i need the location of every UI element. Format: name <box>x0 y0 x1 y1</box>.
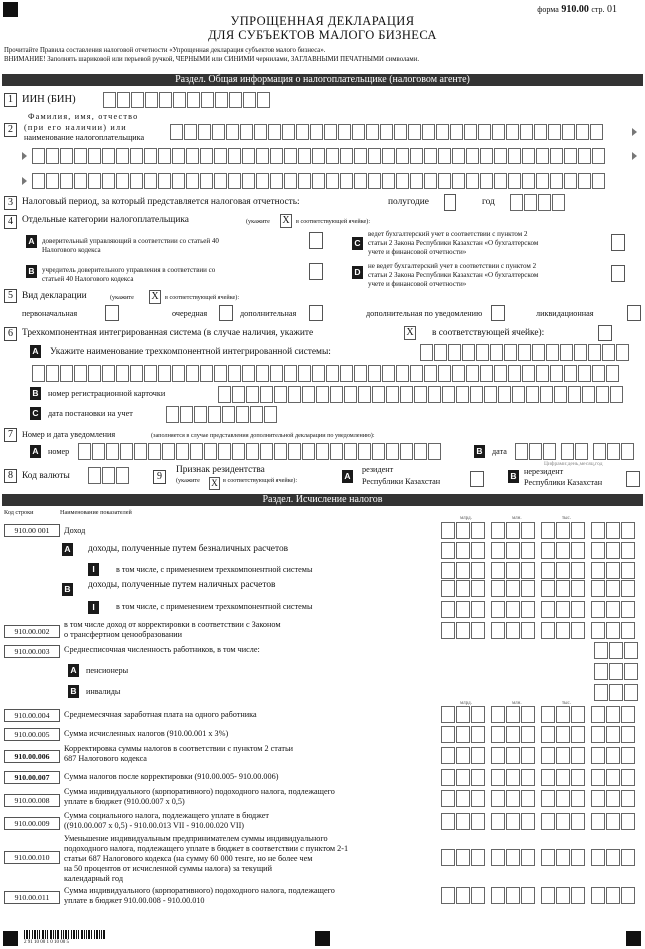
row-label-social-tax: Сумма социального налога, подлежащего уплате в бюджет <box>64 811 269 820</box>
tis-name-cells-row1[interactable] <box>420 344 630 361</box>
registration-date-cells[interactable] <box>166 406 278 423</box>
residency-hint: (укажите <box>176 477 200 484</box>
field-number-2: 2 <box>4 123 17 137</box>
unit-thousand: тыс. <box>562 516 572 521</box>
date-hint: Цифрами:день,месяц,год <box>544 461 603 467</box>
categories-hint: (укажите <box>246 218 270 225</box>
field-number-9: 9 <box>153 470 166 484</box>
declaration-type-label: Вид декларации <box>22 291 87 301</box>
row-code-008: 910.00.008 <box>4 794 60 807</box>
resident-box[interactable] <box>470 471 484 487</box>
badge-b: B <box>474 445 485 458</box>
amount-cells[interactable] <box>441 790 636 807</box>
initial-box[interactable] <box>105 305 119 321</box>
category-c-text: учете и финансовой отчетности» <box>368 248 467 256</box>
badge-d: D <box>352 266 363 279</box>
badge-b: B <box>30 387 41 400</box>
row-code-004: 910.00.004 <box>4 709 60 722</box>
row-label-ip-reduction: статьи 687 Налогового кодекса (на сумму 60 000 тенге, но не более чем <box>64 854 313 863</box>
row-label-transfer-pricing: в том числе доход от корректировки в соответствии с Законом <box>64 620 281 629</box>
amount-cells[interactable] <box>441 580 636 597</box>
arrow-right-icon <box>22 152 27 160</box>
amount-cells[interactable] <box>441 622 636 639</box>
amount-cells[interactable] <box>441 726 636 743</box>
categories-hint: в соответствующей ячейке): <box>296 218 371 225</box>
row-code-009: 910.00.009 <box>4 817 60 830</box>
regular-label: очередная <box>172 309 208 318</box>
badge-a: A <box>26 235 37 248</box>
row-label-noncash: доходы, полученные путем безналичных расчетов <box>88 544 289 554</box>
field-number-1: 1 <box>4 93 17 107</box>
categories-label: Отдельные категории налогоплательщика <box>22 215 189 225</box>
row-code-010: 910.00.010 <box>4 851 60 864</box>
row-code-011: 910.00.011 <box>4 891 60 904</box>
category-a-text: доверительный управляющий в соответствии со статьей 40 <box>42 237 219 245</box>
nonresident-label: нерезидент <box>524 467 564 476</box>
notice-date-cells[interactable] <box>515 443 635 460</box>
notice-rules: Прочитайте Правила составления налоговой отчетности «Упрощенная декларация субъектов малого бизнеса». <box>4 47 326 54</box>
name-cells-row3[interactable] <box>32 173 606 189</box>
reg-card-label: номер регистрационной карточки <box>48 389 166 398</box>
resident-label: резидент <box>362 465 394 474</box>
field-number-5: 5 <box>4 289 17 303</box>
notice-number-label: номер <box>48 447 70 456</box>
tis-box[interactable] <box>598 325 612 341</box>
notice-hint: (заполняется в случае представления дополнительной декларации по уведомлению): <box>151 432 375 439</box>
badge-i: I <box>88 563 99 576</box>
declaration-type-hint: (укажите <box>110 294 134 301</box>
badge-a: A <box>62 543 73 556</box>
row-label-income: Доход <box>64 526 86 535</box>
name-label-line3: наименование налогоплательщика <box>24 133 145 142</box>
row-label-income-tax-payable: уплате в бюджет 910.00.008 - 910.00.010 <box>64 896 205 905</box>
page-subtitle: ДЛЯ СУБЪЕКТОВ МАЛОГО БИЗНЕСА <box>208 28 437 42</box>
category-c-box[interactable] <box>611 234 625 251</box>
category-d-text: не ведет бухгалтерский учет в соответствии с пунктом 2 <box>368 262 537 270</box>
badge-b: B <box>26 265 37 278</box>
row-code-006: 910.00.006 <box>4 750 60 763</box>
field-number-7: 7 <box>4 428 17 442</box>
category-a-box[interactable] <box>309 232 323 249</box>
category-b-text: статьей 40 Налогового кодекса <box>42 275 134 283</box>
row-label-ip-reduction: календарный год <box>64 874 124 883</box>
field-number-6: 6 <box>4 327 17 341</box>
half-year-box[interactable] <box>444 194 456 211</box>
row-label-headcount: Среднесписочная численность работников, в том числе: <box>64 645 260 654</box>
tis-name-label: Укажите наименование трехкомпонентной интегрированной системы: <box>50 347 331 357</box>
amount-cells[interactable] <box>441 769 636 786</box>
unit-billion: млрд. <box>460 701 472 706</box>
section-calc-header: Раздел. Исчисление налогов <box>2 494 643 506</box>
liquidation-box[interactable] <box>627 305 641 321</box>
disabled-cells[interactable] <box>594 684 639 701</box>
unit-thousand: тыс. <box>562 701 572 706</box>
row-code-003: 910.00.003 <box>4 645 60 658</box>
currency-cells[interactable] <box>88 467 130 484</box>
row-label-tax-adjustment: Корректировка суммы налогов в соответствии с пунктом 2 статьи <box>64 744 294 753</box>
registration-mark <box>626 931 641 946</box>
iin-label: ИИН (БИН) <box>22 94 76 105</box>
arrow-right-icon <box>632 128 637 136</box>
col-name-header: Наименование показателей <box>60 509 132 516</box>
regular-box[interactable] <box>219 305 233 321</box>
row-label-noncash-tis: в том числе, с применением трехкомпонентной системы <box>116 565 313 574</box>
category-c-text: ведет бухгалтерский учет в соответствии с пунктом 2 <box>368 230 528 238</box>
category-b-text: учредитель доверительного управления в соответствии со <box>42 266 216 274</box>
unit-million: млн. <box>512 701 522 706</box>
col-code-header: Код строки <box>4 509 34 516</box>
reg-card-cells[interactable] <box>218 386 624 403</box>
example-x-box: X <box>280 214 292 228</box>
residency-hint: в соответствующей ячейке): <box>223 477 298 484</box>
badge-c: C <box>30 407 41 420</box>
currency-label: Код валюты <box>22 471 70 481</box>
headcount-cells[interactable] <box>594 642 639 659</box>
year-label: год <box>482 197 495 207</box>
amount-cells[interactable] <box>441 542 636 559</box>
row-label-transfer-pricing: о трансфертном ценообразовании <box>64 630 183 639</box>
field-number-4: 4 <box>4 215 17 229</box>
name-label-line1: Фамилия, имя, отчество <box>28 112 139 121</box>
name-cells-row1[interactable] <box>170 124 604 140</box>
category-d-text: учете и финансовой отчетности» <box>368 280 467 288</box>
additional-box[interactable] <box>309 305 323 321</box>
example-x-box: X <box>149 290 161 304</box>
amount-cells[interactable] <box>441 562 636 579</box>
declaration-type-hint: в соответствующей ячейке): <box>165 294 240 301</box>
initial-label: первоначальная <box>22 309 78 318</box>
notice-number-cells[interactable] <box>78 443 442 460</box>
amount-cells[interactable] <box>441 522 636 539</box>
row-label-income-tax: уплате в бюджет (910.00.007 x 0,5) <box>64 797 185 806</box>
registration-mark <box>3 931 18 946</box>
additional-notice-label: дополнительная по уведомлению <box>366 309 483 318</box>
row-label-income-tax: Сумма индивидуального (корпоративного) подоходного налога, подлежащего <box>64 787 335 796</box>
liquidation-label: ликвидационная <box>536 309 594 318</box>
additional-label: дополнительная <box>240 309 297 318</box>
amount-cells[interactable] <box>441 887 636 904</box>
additional-notice-box[interactable] <box>491 305 505 321</box>
row-label-avg-salary: Среднемесячная заработная плата на одного работника <box>64 710 257 719</box>
arrow-right-icon <box>632 152 637 160</box>
field-number-8: 8 <box>4 469 17 483</box>
notice-warning: ВНИМАНИЕ! Заполнять шариковой или перьевой ручкой, ЧЕРНЫМИ или СИНИМИ чернилами, ЗАГЛАВНЫМИ ПЕЧАТНЫМИ символами. <box>4 56 420 63</box>
row-label-cash-tis: в том числе, с применением трехкомпонентной системы <box>116 602 313 611</box>
badge-c: C <box>352 237 363 250</box>
row-code-001: 910.00 001 <box>4 524 60 537</box>
category-d-box[interactable] <box>611 265 625 282</box>
badge-a: A <box>68 664 79 677</box>
row-label-pensioners: пенсионеры <box>86 666 129 675</box>
row-label-ip-reduction: подоходного налога, подлежащего уплате в бюджет в соответствии с пунктом 2-1 <box>64 844 349 853</box>
row-code-007: 910.00.007 <box>4 771 60 784</box>
badge-a: A <box>30 445 41 458</box>
row-label-tax-after-adjustment: Сумма налогов после корректировки (910.00.005- 910.00.006) <box>64 772 279 781</box>
registration-mark <box>315 931 330 946</box>
badge-a: A <box>342 470 353 483</box>
nonresident-label: Республики Казахстан <box>524 478 603 487</box>
pensioners-cells[interactable] <box>594 663 639 680</box>
tax-period-label: Налоговый период, за который представляется налоговая отчетность: <box>22 197 300 207</box>
barcode <box>24 930 105 939</box>
amount-cells[interactable] <box>441 601 636 618</box>
notice-label: Номер и дата уведомления <box>22 430 116 439</box>
amount-cells[interactable] <box>441 813 636 830</box>
registration-date-label: дата постановки на учет <box>48 409 133 418</box>
category-d-text: статьи 2 Закона Республики Казахстан «О бухгалтерском <box>368 271 539 279</box>
tis-label: Трехкомпонентная интегрированная система (в случае наличия, укажите <box>22 328 314 338</box>
row-label-tax-adjustment: 687 Налогового кодекса <box>64 754 147 763</box>
row-code-002: 910.00.002 <box>4 625 60 638</box>
row-label-ip-reduction: на 50 процентов от исчисленной суммы налога) за текущий <box>64 864 272 873</box>
row-label-income-tax-payable: Сумма индивидуального (корпоративного) подоходного налога, подлежащего <box>64 886 335 895</box>
form-code: форма 910.00 стр. 01 <box>537 4 617 15</box>
name-label-line2: (при его наличии) или <box>24 123 127 132</box>
unit-million: млн. <box>512 516 522 521</box>
category-c-text: статьи 2 Закона Республики Казахстан «О бухгалтерском <box>368 239 539 247</box>
row-label-social-tax: ((910.00.007 x 0,5) - 910.00.013 VII - 910.00.020 VII) <box>64 821 245 830</box>
row-label-ip-reduction: Уменьшение индивидуальным предпринимателем суммы индивидуального <box>64 834 328 843</box>
residency-label: Признак резидентства <box>176 465 265 475</box>
notice-date-label: дата <box>492 447 507 456</box>
badge-b: B <box>68 685 79 698</box>
amount-cells[interactable] <box>441 849 636 866</box>
amount-cells[interactable] <box>441 747 636 764</box>
arrow-right-icon <box>22 177 27 185</box>
category-a-text: Налогового кодекса <box>42 246 101 254</box>
row-label-tax-calculated: Сумма исчисленных налогов (910.00.001 x 3%) <box>64 729 229 738</box>
row-code-005: 910.00.005 <box>4 728 60 741</box>
example-x-box: X <box>404 326 416 340</box>
example-x-box: X <box>209 477 220 490</box>
section-general-header: Раздел. Общая информация о налогоплательщике (налоговом агенте) <box>2 74 643 86</box>
resident-label: Республики Казахстан <box>362 477 441 486</box>
row-label-disabled: инвалиды <box>86 687 121 696</box>
category-b-box[interactable] <box>309 263 323 280</box>
badge-b: B <box>508 470 519 483</box>
barcode-number: 2 91 10 00 1 0 10 00 5 <box>24 940 69 945</box>
nonresident-box[interactable] <box>626 471 640 487</box>
unit-billion: млрд. <box>460 516 472 521</box>
tis-name-cells-row2[interactable] <box>32 365 620 382</box>
badge-b: B <box>62 583 73 596</box>
row-label-cash: доходы, полученные путем наличных расчетов <box>88 580 276 590</box>
iin-cells[interactable] <box>103 92 271 108</box>
tis-label-end: в соответствующей ячейке): <box>432 328 545 338</box>
amount-cells[interactable] <box>441 706 636 723</box>
half-year-label: полугодие <box>388 197 429 207</box>
page-title: УПРОЩЕННАЯ ДЕКЛАРАЦИЯ <box>230 14 415 28</box>
badge-i: I <box>88 601 99 614</box>
badge-a: A <box>30 345 41 358</box>
name-cells-row2[interactable] <box>32 148 606 164</box>
year-cells[interactable] <box>510 194 566 211</box>
field-number-3: 3 <box>4 196 17 210</box>
